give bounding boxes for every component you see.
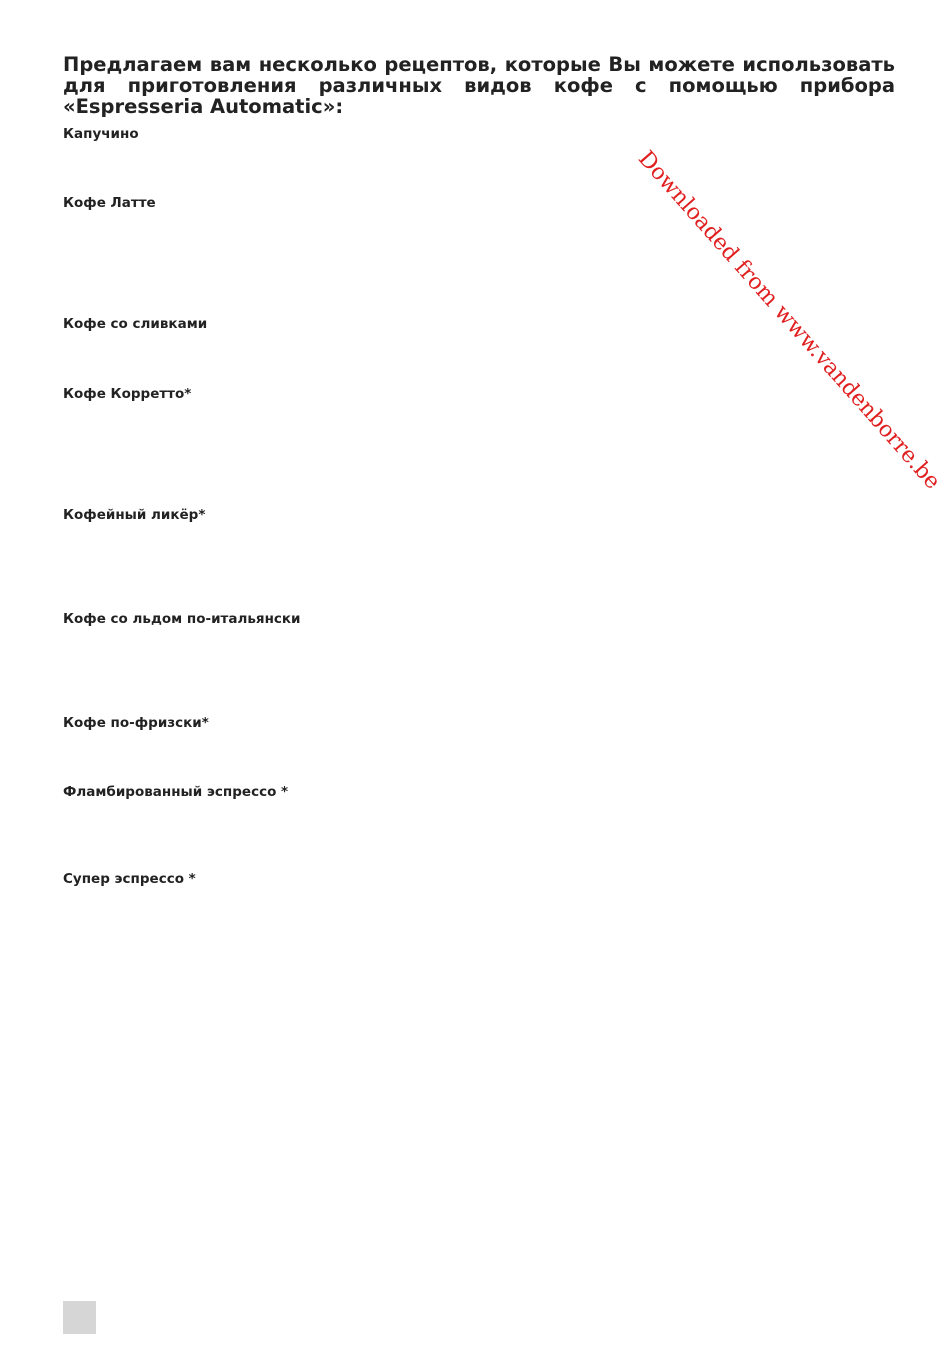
recipe-title-corretto: Кофе Корретто*: [63, 386, 192, 402]
page-number-box: [63, 1301, 96, 1334]
recipe-title-coffee-with-cream: Кофе со сливками: [63, 316, 208, 332]
download-watermark: Downloaded from www.vandenborre.be: [633, 146, 945, 495]
recipe-title-flambe-espresso: Фламбированный эспрессо *: [63, 784, 289, 800]
recipe-title-coffee-liqueur: Кофейный ликёр*: [63, 507, 206, 523]
recipe-title-frisian-coffee: Кофе по-фризски*: [63, 715, 209, 731]
recipe-title-cappuccino: Капучино: [63, 126, 139, 142]
intro-paragraph: Предлагаем вам несколько рецептов, которые Вы можете использовать для приготовления различных видов кофе с помощью прибора «Espresseria Automatic»:: [63, 53, 895, 118]
recipe-title-iced-coffee-italian: Кофе со льдом по-итальянски: [63, 611, 301, 627]
recipe-title-super-espresso: Супер эспрессо *: [63, 871, 196, 887]
recipe-title-latte: Кофе Латте: [63, 195, 156, 211]
